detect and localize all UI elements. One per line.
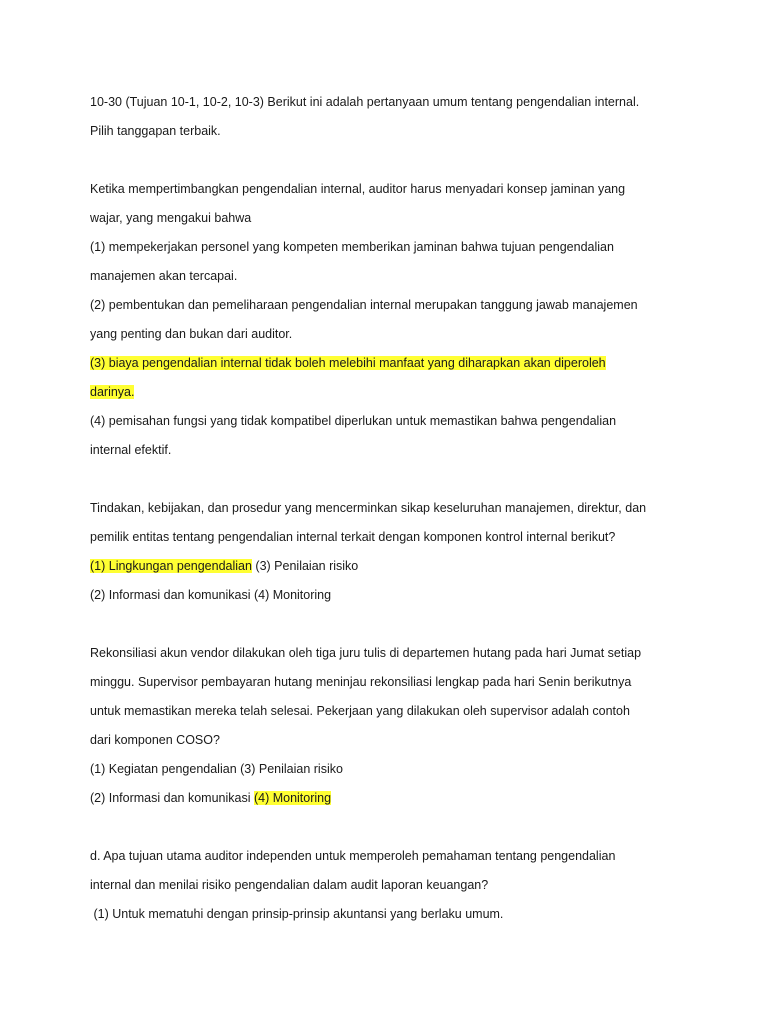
spacer [90,146,690,175]
highlighted-answer: (4) Monitoring [253,791,332,805]
q4-stem-line-2: internal dan menilai risiko pengendalian dalam audit laporan keuangan? [90,878,489,892]
spacer [90,610,690,639]
q1-option-1-line-2: manajemen akan tercapai. [90,269,238,283]
q2-stem-line-1: Tindakan, kebijakan, dan prosedur yang mencerminkan sikap keseluruhan manajemen, direktur, dan [90,501,647,515]
q2-stem-line-2: pemilik entitas tentang pengendalian internal terkait dengan komponen kontrol internal berikut? [90,530,616,544]
q3-stem-line-1: Rekonsiliasi akun vendor dilakukan oleh tiga juru tulis di departemen hutang pada hari Jumat setiap [90,646,642,660]
q4-option-1: (1) Untuk mematuhi dengan prinsip-prinsip akuntansi yang berlaku umum. [90,907,504,921]
q1-option-3-line-2 [90,378,690,407]
q3-stem-line-3: untuk memastikan mereka telah selesai. Pekerjaan yang dilakukan oleh supervisor adalah contoh [90,704,630,718]
highlighted-answer: darinya. [90,385,135,399]
q3-stem-line-2: minggu. Supervisor pembayaran hutang meninjau rekonsiliasi lengkap pada hari Senin berikutnya [90,675,632,689]
q1-option-2-line-2: yang penting dan bukan dari auditor. [90,327,293,341]
header-line-2: Pilih tanggapan terbaik. [90,124,221,138]
spacer [90,813,690,842]
spacer [90,465,690,494]
highlighted-answer: (3) biaya pengendalian internal tidak boleh melebihi manfaat yang diharapkan akan diperoleh [90,356,606,370]
q1-option-4-line-1: (4) pemisahan fungsi yang tidak kompatibel diperlukan untuk memastikan bahwa pengendalian [90,414,617,428]
highlighted-answer: (1) Lingkungan pengendalian [90,559,252,573]
q2-options-line-1 [90,552,690,581]
q1-option-2-line-1: (2) pembentukan dan pemeliharaan pengendalian internal merupakan tanggung jawab manajemen [90,298,638,312]
document-page [90,88,690,929]
q1-stem-line-1: Ketika mempertimbangkan pengendalian internal, auditor harus menyadari konsep jaminan yang [90,182,626,196]
q1-option-1-line-1: (1) mempekerjakan personel yang kompeten memberikan jaminan bahwa tujuan pengendalian [90,240,614,254]
q3-options-line-2 [90,784,690,813]
q3-options-line-1: (1) Kegiatan pengendalian (3) Penilaian risiko [90,762,343,776]
q1-option-3-line-1 [90,349,690,378]
header-line-1: 10-30 (Tujuan 10-1, 10-2, 10-3) Berikut ini adalah pertanyaan umum tentang pengendalian internal. [90,95,640,109]
q1-option-4-line-2: internal efektif. [90,443,172,457]
q1-stem-line-2: wajar, yang mengakui bahwa [90,211,252,225]
q3-stem-line-4: dari komponen COSO? [90,733,220,747]
q4-stem-line-1: d. Apa tujuan utama auditor independen untuk memperoleh pemahaman tentang pengendalian [90,849,616,863]
q3-option-2: (2) Informasi dan komunikasi [90,791,254,805]
q2-option-3: (3) Penilaian risiko [251,559,359,573]
q2-options-line-2: (2) Informasi dan komunikasi (4) Monitoring [90,588,332,602]
